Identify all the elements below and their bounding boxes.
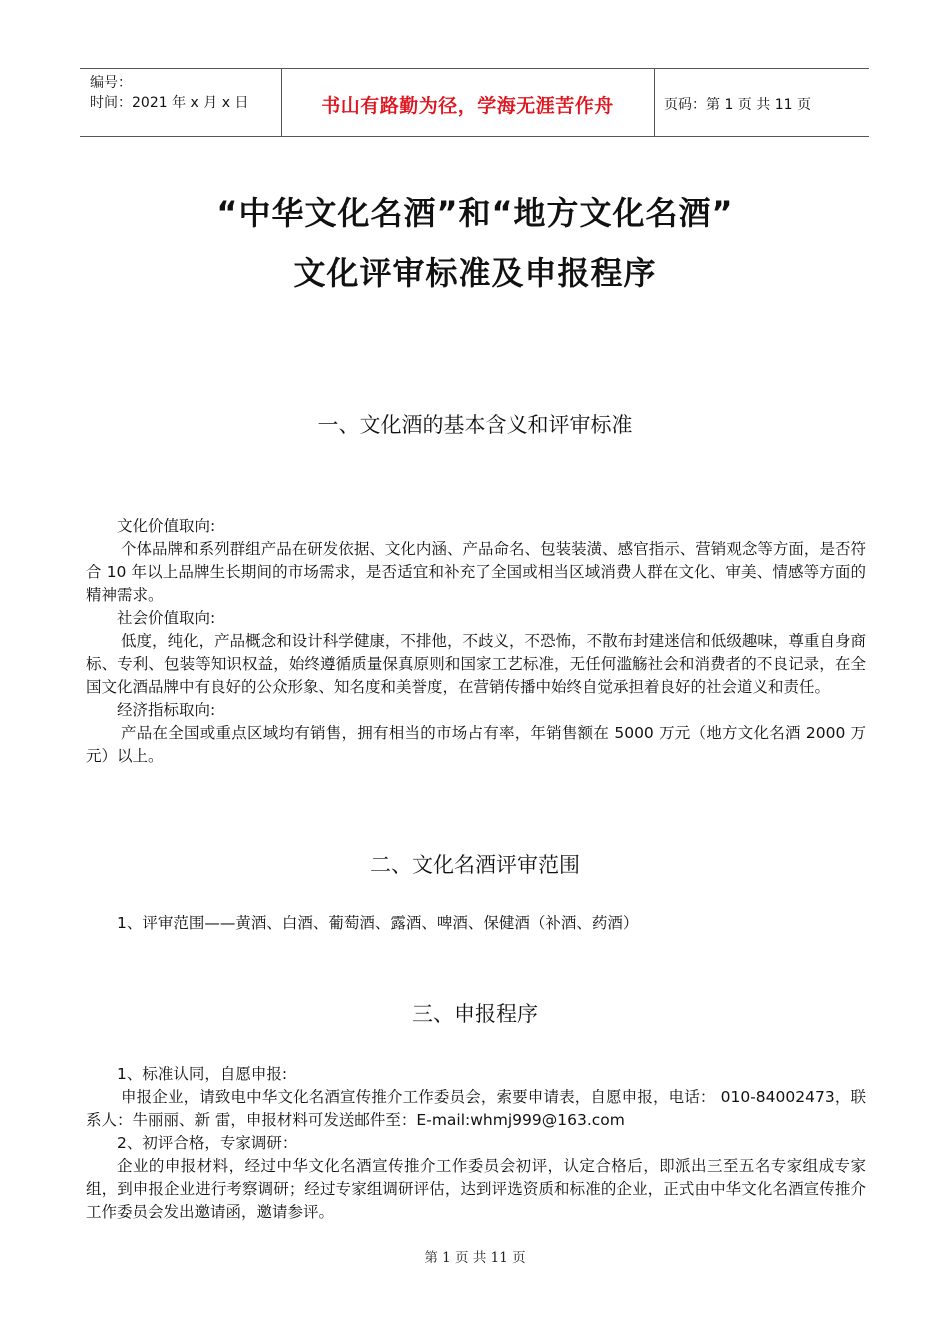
- header-meta: [90, 73, 248, 113]
- culture-text: 个体品牌和系列群组产品在研发依据、文化内涵、产品命名、包装装潢、感官指示、营销观念等方面，是否符合 10 年以上品牌生长期间的市场需求，是否适宜和补充了全国或相当区域消费人群在文化、审美、情感等方面的精神需求。: [86, 540, 866, 604]
- header-page-info: 页码：第 1 页 共 11 页: [664, 97, 811, 113]
- section-heading-2: 二、文化名酒评审范围: [370, 853, 580, 877]
- step2-text: 企业的申报材料，经过中华文化名酒宣传推介工作委员会初评，认定合格后，即派出三至五名专家组成专家组，到申报企业进行考察调研；经过专家组调研评估，达到评选资质和标准的企业，正式由中华文化名酒宣传推介工作委员会发出邀请函，邀请参评。: [86, 1157, 866, 1221]
- step1-label: 1、标准认同，自愿申报:: [117, 1065, 288, 1083]
- document-title-line1: “中华文化名酒”和“地方文化名酒”: [216, 194, 734, 232]
- section3-body: [86, 1063, 866, 1224]
- serial-label: 编号：: [90, 75, 132, 91]
- social-label: 社会价值取向:: [117, 609, 216, 627]
- document-title-line2: 文化评审标准及申报程序: [293, 254, 657, 292]
- header-motto: 书山有路勤为径，学海无涯苦作舟: [321, 95, 614, 117]
- section2-body: [86, 912, 866, 935]
- time-label: 时间：2021 年 x 月 x 日: [90, 95, 249, 111]
- econ-text: 产品在全国或重点区域均有销售，拥有相当的市场占有率，年销售额在 5000 万元（地方文化名酒 2000 万元）以上。: [86, 724, 866, 765]
- scope-item: 1、评审范围——黄酒、白酒、葡萄酒、露酒、啤酒、保健酒（补酒、药酒）: [117, 914, 639, 932]
- page-header: [80, 68, 869, 137]
- culture-label: 文化价值取向:: [117, 517, 216, 535]
- page-footer: 第 1 页 共 11 页: [424, 1250, 526, 1266]
- social-text: 低度，纯化，产品概念和设计科学健康，不排他，不歧义，不恐怖，不散布封建迷信和低级趣味，尊重自身商标、专利、包装等知识权益，始终遵循质量保真原则和国家工艺标准，无任何滥觞社会和消费者的不良记录，在全国文化酒品牌中有良好的公众形象、知名度和美誉度，在营销传播中始终自觉承担着良好的社会道义和责任。: [86, 632, 866, 696]
- section-heading-1: 一、文化酒的基本含义和评审标准: [317, 413, 633, 437]
- step2-label: 2、初评合格，专家调研：: [117, 1134, 298, 1152]
- section1-body: [86, 515, 866, 768]
- step1-text: 申报企业，请致电中华文化名酒宣传推介工作委员会，索要申请表，自愿申报，电话： 010-84002473，联系人：牛丽丽、新 雷，申报材料可发送邮件至：E-mail:whmj999@163.com: [86, 1088, 866, 1129]
- econ-label: 经济指标取向:: [117, 701, 216, 719]
- section-heading-3: 三、申报程序: [412, 1002, 538, 1026]
- header-divider: [654, 69, 655, 136]
